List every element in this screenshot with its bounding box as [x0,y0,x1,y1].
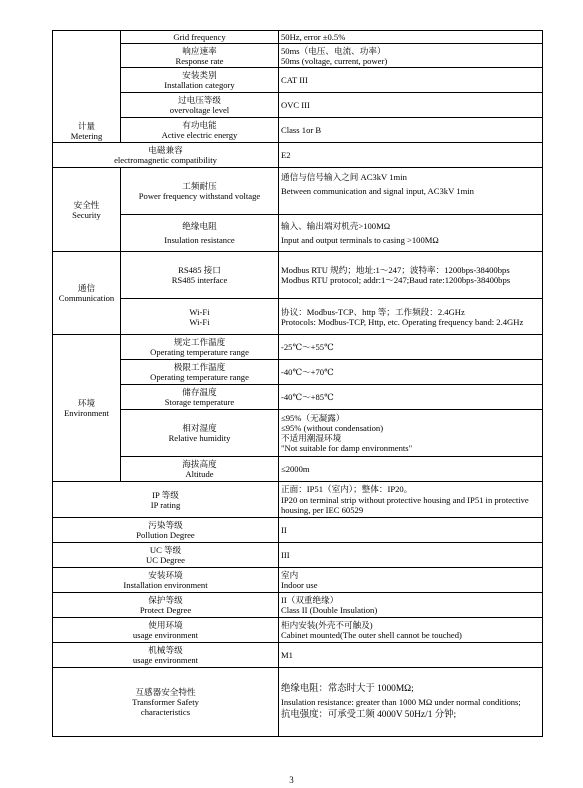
active-energy-label-en: Active electric energy [161,130,238,141]
row-installation-environment [53,568,543,593]
communication-category-cell [53,252,121,335]
environment-cat-en: Environment [64,408,109,419]
withstand-voltage-label-en: Power frequency withstand voltage [138,191,261,202]
rs485-value-zh: Modbus RTU 规约；地址:1～247；波特率：1200bps-38400bps [281,265,510,275]
row-operating-temp [53,335,543,360]
limit-temp-value: -40℃～+70℃ [279,360,543,385]
protect-degree-value [279,593,543,618]
mechanical-level-label [53,643,279,668]
humidity-value [279,410,543,457]
rs485-value-en: Modbus RTU protocol; addr:1～247;Baud rate:1200bps-38400bps [281,275,511,286]
protect-degree-label-en: Protect Degree [139,605,192,616]
transformer-safety-label-en2: characteristics [140,707,191,718]
pollution-degree-label [53,518,279,543]
row-transformer-safety [53,668,543,737]
mechanical-level-value: M1 [279,643,543,668]
transformer-safety-label [53,668,279,737]
uc-degree-label [53,543,279,568]
row-mechanical-level [53,643,543,668]
storage-temp-label [121,385,279,410]
overvoltage-level-label [121,93,279,118]
humidity-label [121,410,279,457]
response-rate-value-zh: 50ms（电压、电流、功率） [281,45,386,56]
installation-environment-label-en: Installation environment [123,580,208,591]
active-energy-label [121,118,279,143]
row-altitude [53,457,543,482]
protect-degree-value-en: Class II (Double Insulation) [281,605,378,616]
altitude-label [121,457,279,482]
row-active-energy [53,118,543,143]
humidity-value-1: ≤95%（无凝露） [281,412,345,423]
transformer-safety-label-en1: Transformer Safety [132,697,199,708]
rs485-label-en: RS485 interface [171,275,228,286]
overvoltage-level-label-en: overvoltage level [169,105,230,116]
transformer-safety-label-zh: 互感器安全特性 [135,686,196,697]
installation-category-label [121,68,279,93]
storage-temp-label-en: Storage temperature [164,397,235,408]
security-cat-zh: 安全性 [73,199,100,210]
limit-temp-label-en: Operating temperature range [150,372,249,383]
usage-environment-value [279,618,543,643]
installation-environment-label-zh: 安装环境 [148,570,183,580]
transformer-safety-value-2: Insulation resistance: greater than 1000 MΩ under normal conditions; [281,697,521,708]
row-rs485 [53,252,543,299]
wifi-value [279,299,543,335]
ip-rating-value-en: IP20 on terminal strip without protective housing and IP51 in protective housing, per IEC 60529 [281,494,529,515]
row-storage-temp [53,385,543,410]
emc-value: E2 [279,143,543,168]
operating-temp-label-en: Operating temperature range [150,347,249,358]
security-category-cell [53,168,121,252]
usage-environment-label [53,618,279,643]
usage-environment-value-zh: 柜内安装(外壳不可触及) [281,620,373,630]
row-insulation-resistance [53,215,543,252]
row-response-rate [53,44,543,68]
protect-degree-label [53,593,279,618]
installation-environment-value [279,568,543,593]
humidity-label-zh: 相对湿度 [182,423,217,433]
wifi-value-zh: 协议：Modbus-TCP、http 等；工作频段：2.4GHz [281,306,465,317]
ip-rating-value-zh: 正面：IP51（室内）；整体：IP20。 [281,484,413,495]
page-number: 3 [289,775,294,785]
transformer-safety-value-1: 绝缘电阻：常态时大于 1000MΩ; [281,684,414,695]
row-pollution-degree [53,518,543,543]
row-uc-degree [53,543,543,568]
mechanical-level-label-zh: 机械等级 [148,645,183,655]
installation-environment-label [53,568,279,593]
usage-environment-label-en: usage environment [132,630,199,641]
operating-temp-label-zh: 规定工作温度 [173,337,226,347]
humidity-value-2: ≤95% (without condensation) [281,423,384,433]
response-rate-label-en: Response rate [175,55,224,66]
humidity-value-3: 不适用潮湿环境 [281,433,342,444]
overvoltage-level-label-zh: 过电压等级 [178,95,221,105]
active-energy-label-zh: 有功电能 [182,120,217,130]
row-limit-temp [53,360,543,385]
row-grid-frequency [53,31,543,44]
pollution-degree-label-en: Pollution Degree [136,530,195,541]
ip-rating-label [53,482,279,518]
communication-cat-en: Communication [58,293,115,304]
overvoltage-level-value: OVC III [279,93,543,118]
pollution-degree-label-zh: 污染等级 [148,520,183,530]
installation-category-label-zh: 安装类别 [182,70,217,80]
installation-category-value: CAT III [279,68,543,93]
spec-table [52,30,543,737]
humidity-value-4: "Not suitable for damp environments" [281,443,413,454]
wifi-label-zh: Wi-Fi [189,306,210,317]
mechanical-level-label-en: usage environment [132,655,199,666]
withstand-voltage-label [121,168,279,215]
usage-environment-value-en: Cabinet mounted(The outer shell cannot be touched) [281,630,462,641]
ip-rating-label-en: IP rating [150,499,181,510]
row-emc [53,143,543,168]
metering-cat-en: Metering [70,131,103,141]
insulation-resistance-value-zh: 输入、输出端对机壳>100MΩ [281,221,391,231]
ip-rating-label-zh: IP 等级 [152,489,179,500]
protect-degree-value-zh: II（双重绝缘） [281,595,339,605]
usage-environment-label-zh: 使用环境 [148,620,183,630]
humidity-label-en: Relative humidity [168,433,231,444]
grid-frequency-value: 50Hz, error ±0.5% [279,31,543,44]
withstand-voltage-value-zh: 通信与信号输入之间 AC3kV 1min [281,172,407,183]
environment-cat-zh: 环境 [77,398,96,408]
metering-cat-zh: 计量 [77,120,96,131]
ip-rating-value [279,482,543,518]
row-withstand-voltage [53,168,543,215]
withstand-voltage-value [279,168,543,215]
row-protect-degree [53,593,543,618]
response-rate-value [279,44,543,68]
response-rate-value-en: 50ms (voltage, current, power) [281,55,388,66]
environment-category-cell [53,335,121,482]
uc-degree-label-en: UC Degree [146,555,185,566]
grid-frequency-label: Grid frequency [121,31,279,44]
installation-environment-value-en: Indoor use [281,580,318,591]
wifi-label [121,299,279,335]
storage-temp-value: -40℃～+85℃ [279,385,543,410]
insulation-resistance-value-en: Input and output terminals to casing >100MΩ [281,235,439,246]
rs485-label-zh: RS485 接口 [178,265,221,275]
emc-label-zh: 电磁兼容 [148,145,183,155]
emc-label-en: electromagnetic compatibility [114,155,217,166]
limit-temp-label-zh: 极限工作温度 [173,362,226,372]
wifi-value-en: Protocols: Modbus-TCP, Http, etc. Operating frequency band: 2.4GHz [281,316,524,327]
operating-temp-value: -25℃～+55℃ [279,335,543,360]
rs485-value [279,252,543,299]
storage-temp-label-zh: 储存温度 [182,387,217,397]
insulation-resistance-label-en: Insulation resistance [164,235,235,246]
row-ip-rating [53,482,543,518]
altitude-label-en: Altitude [185,469,214,480]
insulation-resistance-label-zh: 绝缘电阻 [182,221,217,231]
withstand-voltage-value-en: Between communication and signal input, AC3kV 1min [281,186,474,197]
uc-degree-value: III [279,543,543,568]
rs485-label [121,252,279,299]
pollution-degree-value: II [279,518,543,543]
wifi-label-en: Wi-Fi [189,316,210,327]
transformer-safety-value [279,668,543,737]
withstand-voltage-label-zh: 工频耐压 [182,181,217,191]
response-rate-label [121,44,279,68]
row-wifi [53,299,543,335]
operating-temp-label [121,335,279,360]
emc-label [53,143,279,168]
response-rate-label-zh: 响应速率 [182,45,217,56]
active-energy-value: Class 1or B [279,118,543,143]
row-overvoltage-level [53,93,543,118]
insulation-resistance-value [279,215,543,252]
altitude-label-zh: 海拔高度 [182,459,217,469]
installation-environment-value-zh: 室内 [281,570,299,580]
row-installation-category [53,68,543,93]
security-cat-en: Security [72,209,101,220]
protect-degree-label-zh: 保护等级 [148,595,183,605]
transformer-safety-value-3: 抗电强度：可承受工频 4000V 50Hz/1 分钟; [281,710,457,721]
communication-cat-zh: 通信 [77,283,96,293]
insulation-resistance-label [121,215,279,252]
metering-category-cell [53,31,121,143]
uc-degree-label-zh: UC 等级 [149,545,182,555]
row-usage-environment [53,618,543,643]
installation-category-label-en: Installation category [164,80,235,91]
limit-temp-label [121,360,279,385]
altitude-value: ≤2000m [279,457,543,482]
row-humidity [53,410,543,457]
